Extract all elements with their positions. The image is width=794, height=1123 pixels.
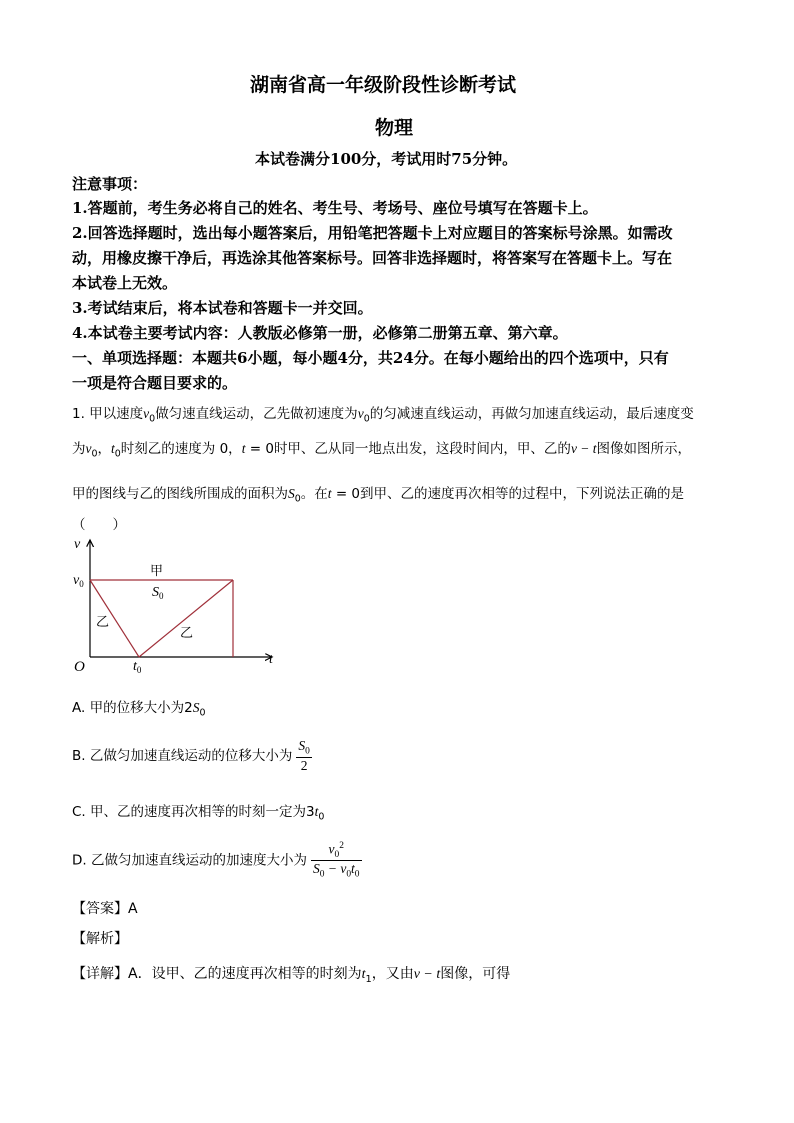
subject-title: 物理 — [375, 117, 414, 139]
section-heading-line-1: 一、单项选择题：本题共6小题，每小题4分，共24分。在每小题给出的四个选项中，只有 — [72, 349, 669, 367]
question-line-3: 甲的图线与乙的图线所围成的面积为$S_0$。在t = 0到甲、乙的速度再次相等的过程中，下列说法正确的是 — [72, 486, 685, 505]
notice-item-2-line-2: 动，用橡皮擦干净后，再选涂其他答案标号。回答非选择题时，将答案写在答题卡上。写在 — [72, 249, 673, 267]
jia-label: 甲 — [150, 564, 164, 579]
exam-info: 本试卷满分100分，考试用时75分钟。 — [255, 150, 518, 168]
question-line-2: 为$v_0$，$t_0$时刻乙的速度为 0，t = 0时甲、乙从同一地点出发，这段时间内，甲、乙的v − t图像如图所示， — [72, 441, 692, 460]
yi-right-label: 乙 — [180, 626, 194, 641]
notice-item-3: 3.考试结束后，将本试卷和答题卡一并交回。 — [72, 299, 373, 317]
exam-title: 湖南省高一年级阶段性诊断考试 — [250, 74, 517, 96]
answer-line: 【答案】A — [72, 901, 138, 917]
yi-left-label: 乙 — [96, 615, 110, 630]
question-paren: （ ） — [72, 517, 126, 533]
detail-line: 【详解】A．设甲、乙的速度再次相等的时刻为$t_1$，又由v − t图像，可得 — [72, 966, 511, 985]
question-line-1: 1. 甲以速度$v_0$做匀速直线运动，乙先做初速度为$v_0$的匀减速直线运动，再做匀加速直线运动，最后速度变 — [72, 406, 694, 425]
option-d: D. 乙做匀加速直线运动的加速度大小为 $\frac{v_0^2}{S_0 - v_0t_0}$ — [72, 841, 360, 880]
v-t-graph — [66, 534, 286, 674]
s0-label: $S_0$ — [152, 585, 164, 601]
notice-item-4: 4.本试卷主要考试内容：人教版必修第一册，必修第二册第五章、第六章。 — [72, 324, 568, 342]
notice-item-2-line-3: 本试卷上无效。 — [72, 274, 178, 292]
notice-heading: 注意事项： — [72, 175, 148, 193]
option-c: C. 甲、乙的速度再次相等的时刻一定为$3t_0$ — [72, 804, 325, 823]
v0-label: $v_0$ — [73, 573, 84, 589]
analysis-tag: 【解析】 — [72, 931, 128, 947]
t-axis-label: t — [269, 652, 273, 667]
option-a: A. 甲的位移大小为$2S_0$ — [72, 700, 206, 719]
origin-label: O — [74, 659, 85, 674]
notice-item-2-line-1: 2.回答选择题时，选出每小题答案后，用铅笔把答题卡上对应题目的答案标号涂黑。如需改 — [72, 224, 673, 242]
v-axis-label: v — [74, 537, 81, 552]
option-b: B. 乙做匀加速直线运动的位移大小为 $\frac{S_0}{2}$ — [72, 738, 310, 773]
section-heading-line-2: 一项是符合题目要求的。 — [72, 374, 238, 392]
t0-label: $t_0$ — [133, 659, 142, 674]
notice-item-1: 1.答题前，考生务必将自己的姓名、考生号、考场号、座位号填写在答题卡上。 — [72, 199, 598, 217]
